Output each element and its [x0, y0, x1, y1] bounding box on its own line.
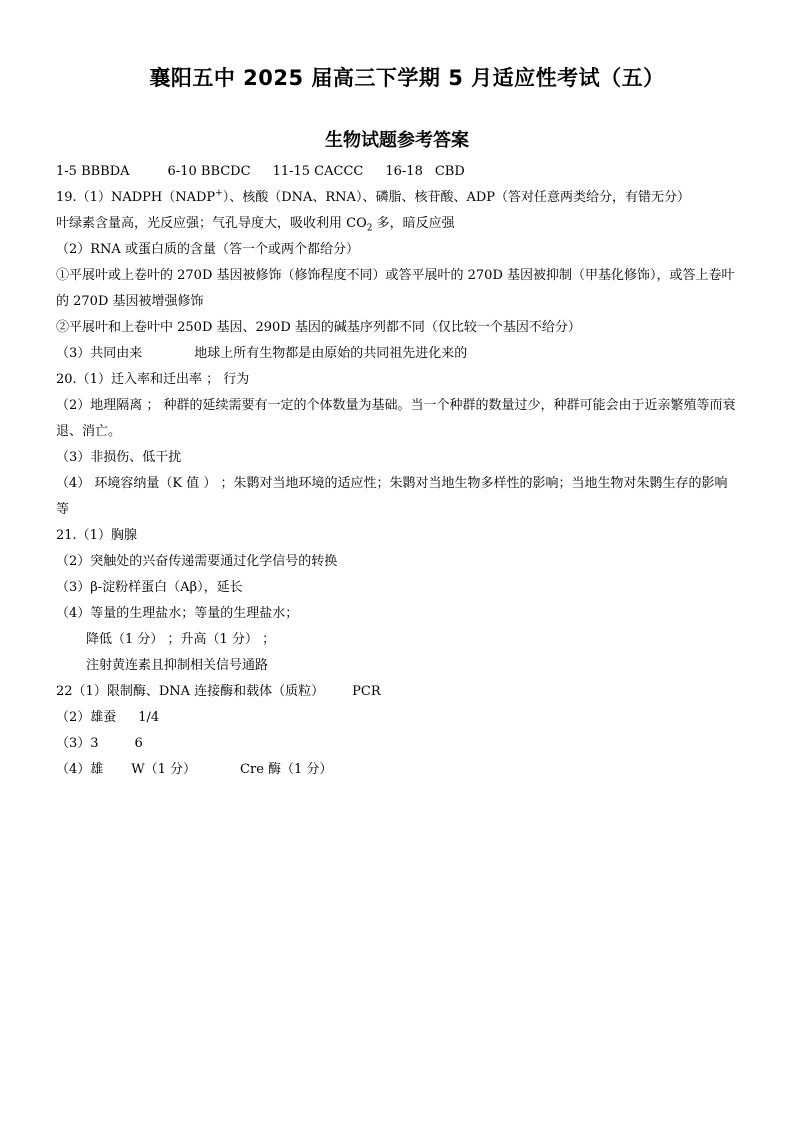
mc-group-2: 6-10 BBCDC	[167, 164, 251, 179]
q19-line-6: （3）共同由来 地球上所有生物都是由原始的共同祖先进化来的	[56, 346, 468, 361]
q20-line-4: （4） 环境容纳量（K 值 ） ；朱鹮对当地环境的适应性；朱鹮对当地生物多样性的影响；当地生物对朱鹮生存的影响等	[56, 476, 728, 517]
q21-line-1: 21.（1）胸腺	[56, 528, 137, 543]
answer-body	[56, 159, 738, 783]
q19-line-4: ①平展叶或上卷叶的 270D 基因被修饰（修饰程度不同）或答平展叶的 270D 基因被抑制（甲基化修饰），或答上卷叶的 270D 基因被增强修饰	[56, 268, 735, 309]
page-title: 襄阳五中 2025 届高三下学期 5 月适应性考试（五）	[149, 66, 665, 90]
q19-line-3: （2）RNA 或蛋白质的含量（答一个或两个都给分）	[56, 242, 359, 257]
q20-line-3: （3）非损伤、低干扰	[56, 450, 182, 465]
q21-line-6: 注射黄连素且抑制相关信号通路	[86, 658, 269, 673]
q21-line-2: （2）突触处的兴奋传递需要通过化学信号的转换	[56, 554, 338, 569]
q20-line-1: 20.（1）迁入率和迁出率 ； 行为	[56, 372, 250, 387]
q22-line-2: （2）雄蚕 1/4	[56, 710, 160, 725]
q21-line-3: （3）β-淀粉样蛋白（Aβ），延长	[56, 580, 243, 595]
q22-line-3: （3）3 6	[56, 736, 143, 751]
q22-line-1: 22（1）限制酶、DNA 连接酶和载体（质粒） PCR	[56, 684, 381, 699]
mc-group-3: 11-15 CACCC	[272, 164, 364, 179]
q21-line-5: 降低（1 分） ；升高（1 分） ；	[86, 632, 276, 647]
page-subtitle: 生物试题参考答案	[325, 130, 469, 151]
q19-line-2: 叶绿素含量高，光反应强；气孔导度大，吸收利用 $CO_2$ 多，暗反应强	[56, 216, 455, 234]
q20-line-2: （2）地理隔离 ； 种群的延续需要有一定的个体数量为基础。当一个种群的数量过少，种群可能会由于近亲繁殖等而衰退、消亡。	[56, 398, 736, 439]
mc-group-4-value: CBD	[434, 164, 465, 179]
multiple-choice-answers	[56, 159, 738, 185]
mc-group-4-label: 16-18	[385, 164, 423, 179]
q19-line-1: 19.（1）NADPH（NADP+）、核酸（DNA、RNA）、磷脂、核苷酸、ADP（答对任意两类给分，有错无分）	[56, 188, 690, 205]
q21-line-4: （4）等量的生理盐水；等量的生理盐水；	[56, 606, 299, 621]
q19-line-5: ②平展叶和上卷叶中 250D 基因、290D 基因的碱基序列都不同（仅比较一个基因不给分）	[56, 320, 581, 335]
q22-line-4: （4）雄 W（1 分） Cre 酶（1 分）	[56, 762, 333, 777]
mc-group-1: 1-5 BBBDA	[56, 164, 130, 179]
